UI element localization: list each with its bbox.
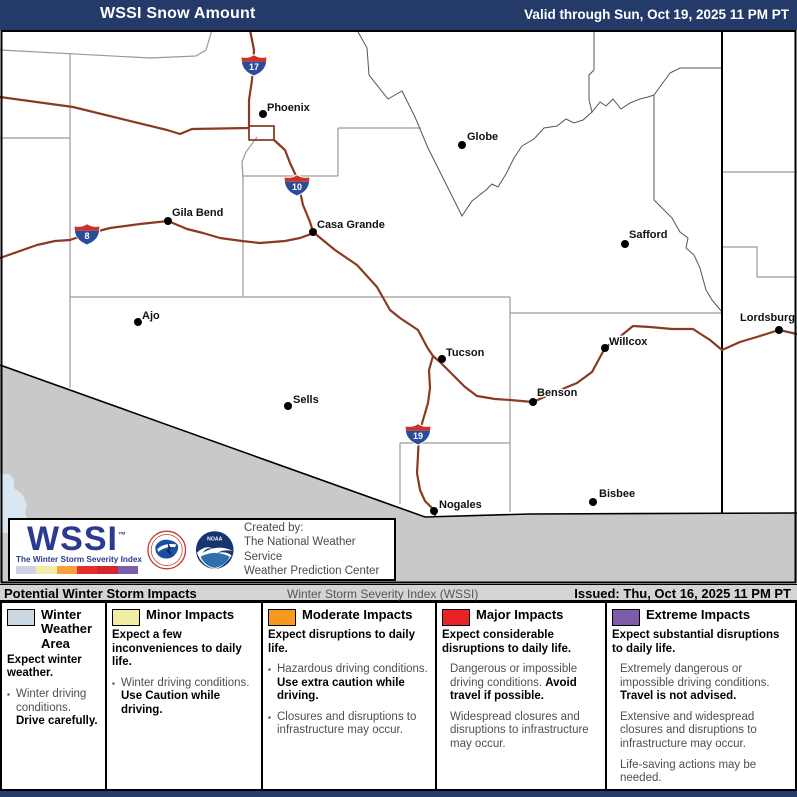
impacts-title-bar: [0, 584, 797, 601]
bullet-icon: ▪: [268, 665, 271, 675]
footer-strip: [0, 791, 797, 797]
legend-header: [612, 608, 791, 626]
legend-lead: Expect a few inconveniences to daily life.: [112, 629, 242, 669]
wssi-colorbar: [16, 566, 138, 574]
legend-para: Widespread closures and disruptions to infrastructure may occur.: [450, 710, 589, 750]
city-marker-globe: [458, 141, 466, 149]
svg-text:19: 19: [412, 431, 424, 441]
city-label-sells: Sells: [293, 394, 319, 406]
legend-header: [112, 608, 257, 626]
interstate-shield-8: [73, 223, 100, 246]
issued-label: Issued: Thu, Oct 16, 2025 11 PM PT: [574, 586, 791, 601]
wssi-colorbar-segment: [77, 566, 97, 574]
legend-para: Life-saving actions may be needed.: [620, 758, 757, 785]
legend-header: [442, 608, 601, 626]
interstate-shield-19: [404, 423, 431, 446]
wssi-colorbar-segment: [36, 566, 56, 574]
city-marker-safford: [621, 240, 629, 248]
legend-para: ▪ Hazardous driving conditions. Use extra caution while driving.: [268, 663, 428, 703]
impacts-legend: [0, 601, 797, 791]
legend-col-extreme-impacts: [607, 603, 795, 789]
wssi-index-label: Winter Storm Severity Index (WSSI): [287, 587, 479, 601]
legend-col-minor-impacts: [107, 603, 263, 789]
created-by-text: Created by: The National Weather Service Weather Prediction Center: [243, 521, 380, 577]
city-label-gila-bend: Gila Bend: [172, 207, 224, 219]
legend-para: Dangerous or impossible driving conditions. Avoid travel if possible.: [450, 663, 578, 703]
city-marker-tucson: [438, 355, 446, 363]
city-label-bisbee: Bisbee: [599, 488, 636, 500]
city-label-willcox: Willcox: [609, 336, 648, 348]
legend-col-moderate-impacts: [263, 603, 437, 789]
nws-logo-icon: [147, 529, 186, 571]
legend-title: Moderate Impacts: [302, 607, 413, 622]
city-marker-benson: [529, 398, 537, 406]
svg-text:10: 10: [291, 182, 303, 192]
city-label-benson: Benson: [537, 387, 578, 399]
city-label-casa-grande: Casa Grande: [317, 219, 385, 231]
bullet-icon: ▪: [7, 690, 10, 700]
legend-para: ▪ Winter driving conditions. Drive carefully.: [7, 688, 98, 728]
legend-lead: Expect winter weather.: [7, 653, 82, 680]
legend-para: ▪ Winter driving conditions. Use Caution while driving.: [112, 676, 250, 716]
wssi-colorbar-segment: [57, 566, 77, 574]
legend-lead: Expect disruptions to daily life.: [268, 629, 415, 655]
city-marker-bisbee: [589, 498, 597, 506]
city-label-globe: Globe: [467, 131, 499, 143]
svg-text:17: 17: [248, 62, 260, 72]
city-marker-nogales: [430, 507, 438, 515]
interstate-shield-10: [283, 174, 310, 197]
legend-swatch: [7, 609, 35, 626]
legend-swatch: [442, 609, 470, 626]
wssi-logo-box: [8, 518, 396, 581]
county-lines-dark: [357, 30, 722, 312]
legend-header: [268, 608, 431, 626]
legend-para: Extensive and widespread closures and disruptions to infrastructure may occur.: [620, 710, 757, 750]
noaa-logo-icon: [195, 529, 234, 571]
interstate-shields: [73, 54, 431, 446]
legend-title: Extreme Impacts: [646, 607, 751, 622]
legend-para: Extremely dangerous or impossible driving conditions. Travel is not advised.: [620, 663, 770, 703]
city-label-lordsburg: Lordsburg: [740, 312, 795, 324]
city-label-nogales: Nogales: [439, 499, 482, 511]
legend-header: [7, 608, 101, 651]
map-canvas: [0, 30, 797, 584]
svg-text:NOAA: NOAA: [207, 536, 223, 543]
city-marker-casa-grande: [309, 228, 317, 236]
legend-col-major-impacts: [437, 603, 607, 789]
wssi-colorbar-segment: [16, 566, 36, 574]
header-bar: [0, 0, 797, 30]
svg-text:8: 8: [84, 231, 90, 241]
impacts-title: Potential Winter Storm Impacts: [4, 586, 197, 601]
city-marker-willcox: [601, 344, 609, 352]
interstate-shield-17: [240, 54, 267, 77]
legend-col-winter-weather-area: [2, 603, 107, 789]
legend-lead: Expect substantial disruptions to daily life.: [612, 629, 780, 655]
legend-lead: Expect considerable disruptions to daily life.: [442, 629, 572, 655]
city-label-safford: Safford: [629, 229, 668, 241]
city-marker-ajo: [134, 318, 142, 326]
city-marker-sells: [284, 402, 292, 410]
legend-title: Minor Impacts: [146, 607, 235, 622]
wssi-logo: WSSI™ The Winter Storm Severity Index: [16, 525, 138, 574]
wssi-colorbar-segment: [97, 566, 117, 574]
city-label-ajo: Ajo: [142, 310, 160, 322]
legend-title: Winter Weather Area: [41, 607, 93, 651]
city-marker-phoenix: [259, 110, 267, 118]
page-title: WSSI Snow Amount: [100, 5, 256, 22]
city-label-tucson: Tucson: [446, 347, 485, 359]
city-marker-lordsburg: [775, 326, 783, 334]
legend-swatch: [268, 609, 296, 626]
legend-swatch: [612, 609, 640, 626]
city-label-phoenix: Phoenix: [267, 102, 310, 114]
valid-through-label: Valid through Sun, Oct 19, 2025 11 PM PT: [524, 7, 789, 22]
city-marker-gila-bend: [164, 217, 172, 225]
bullet-icon: ▪: [268, 712, 271, 722]
legend-para: ▪ Closures and disruptions to infrastructure may occur.: [268, 710, 417, 737]
legend-title: Major Impacts: [476, 607, 564, 622]
wssi-tagline: The Winter Storm Severity Index: [16, 554, 142, 564]
bullet-icon: ▪: [112, 678, 115, 688]
wssi-colorbar-segment: [118, 566, 138, 574]
legend-swatch: [112, 609, 140, 626]
